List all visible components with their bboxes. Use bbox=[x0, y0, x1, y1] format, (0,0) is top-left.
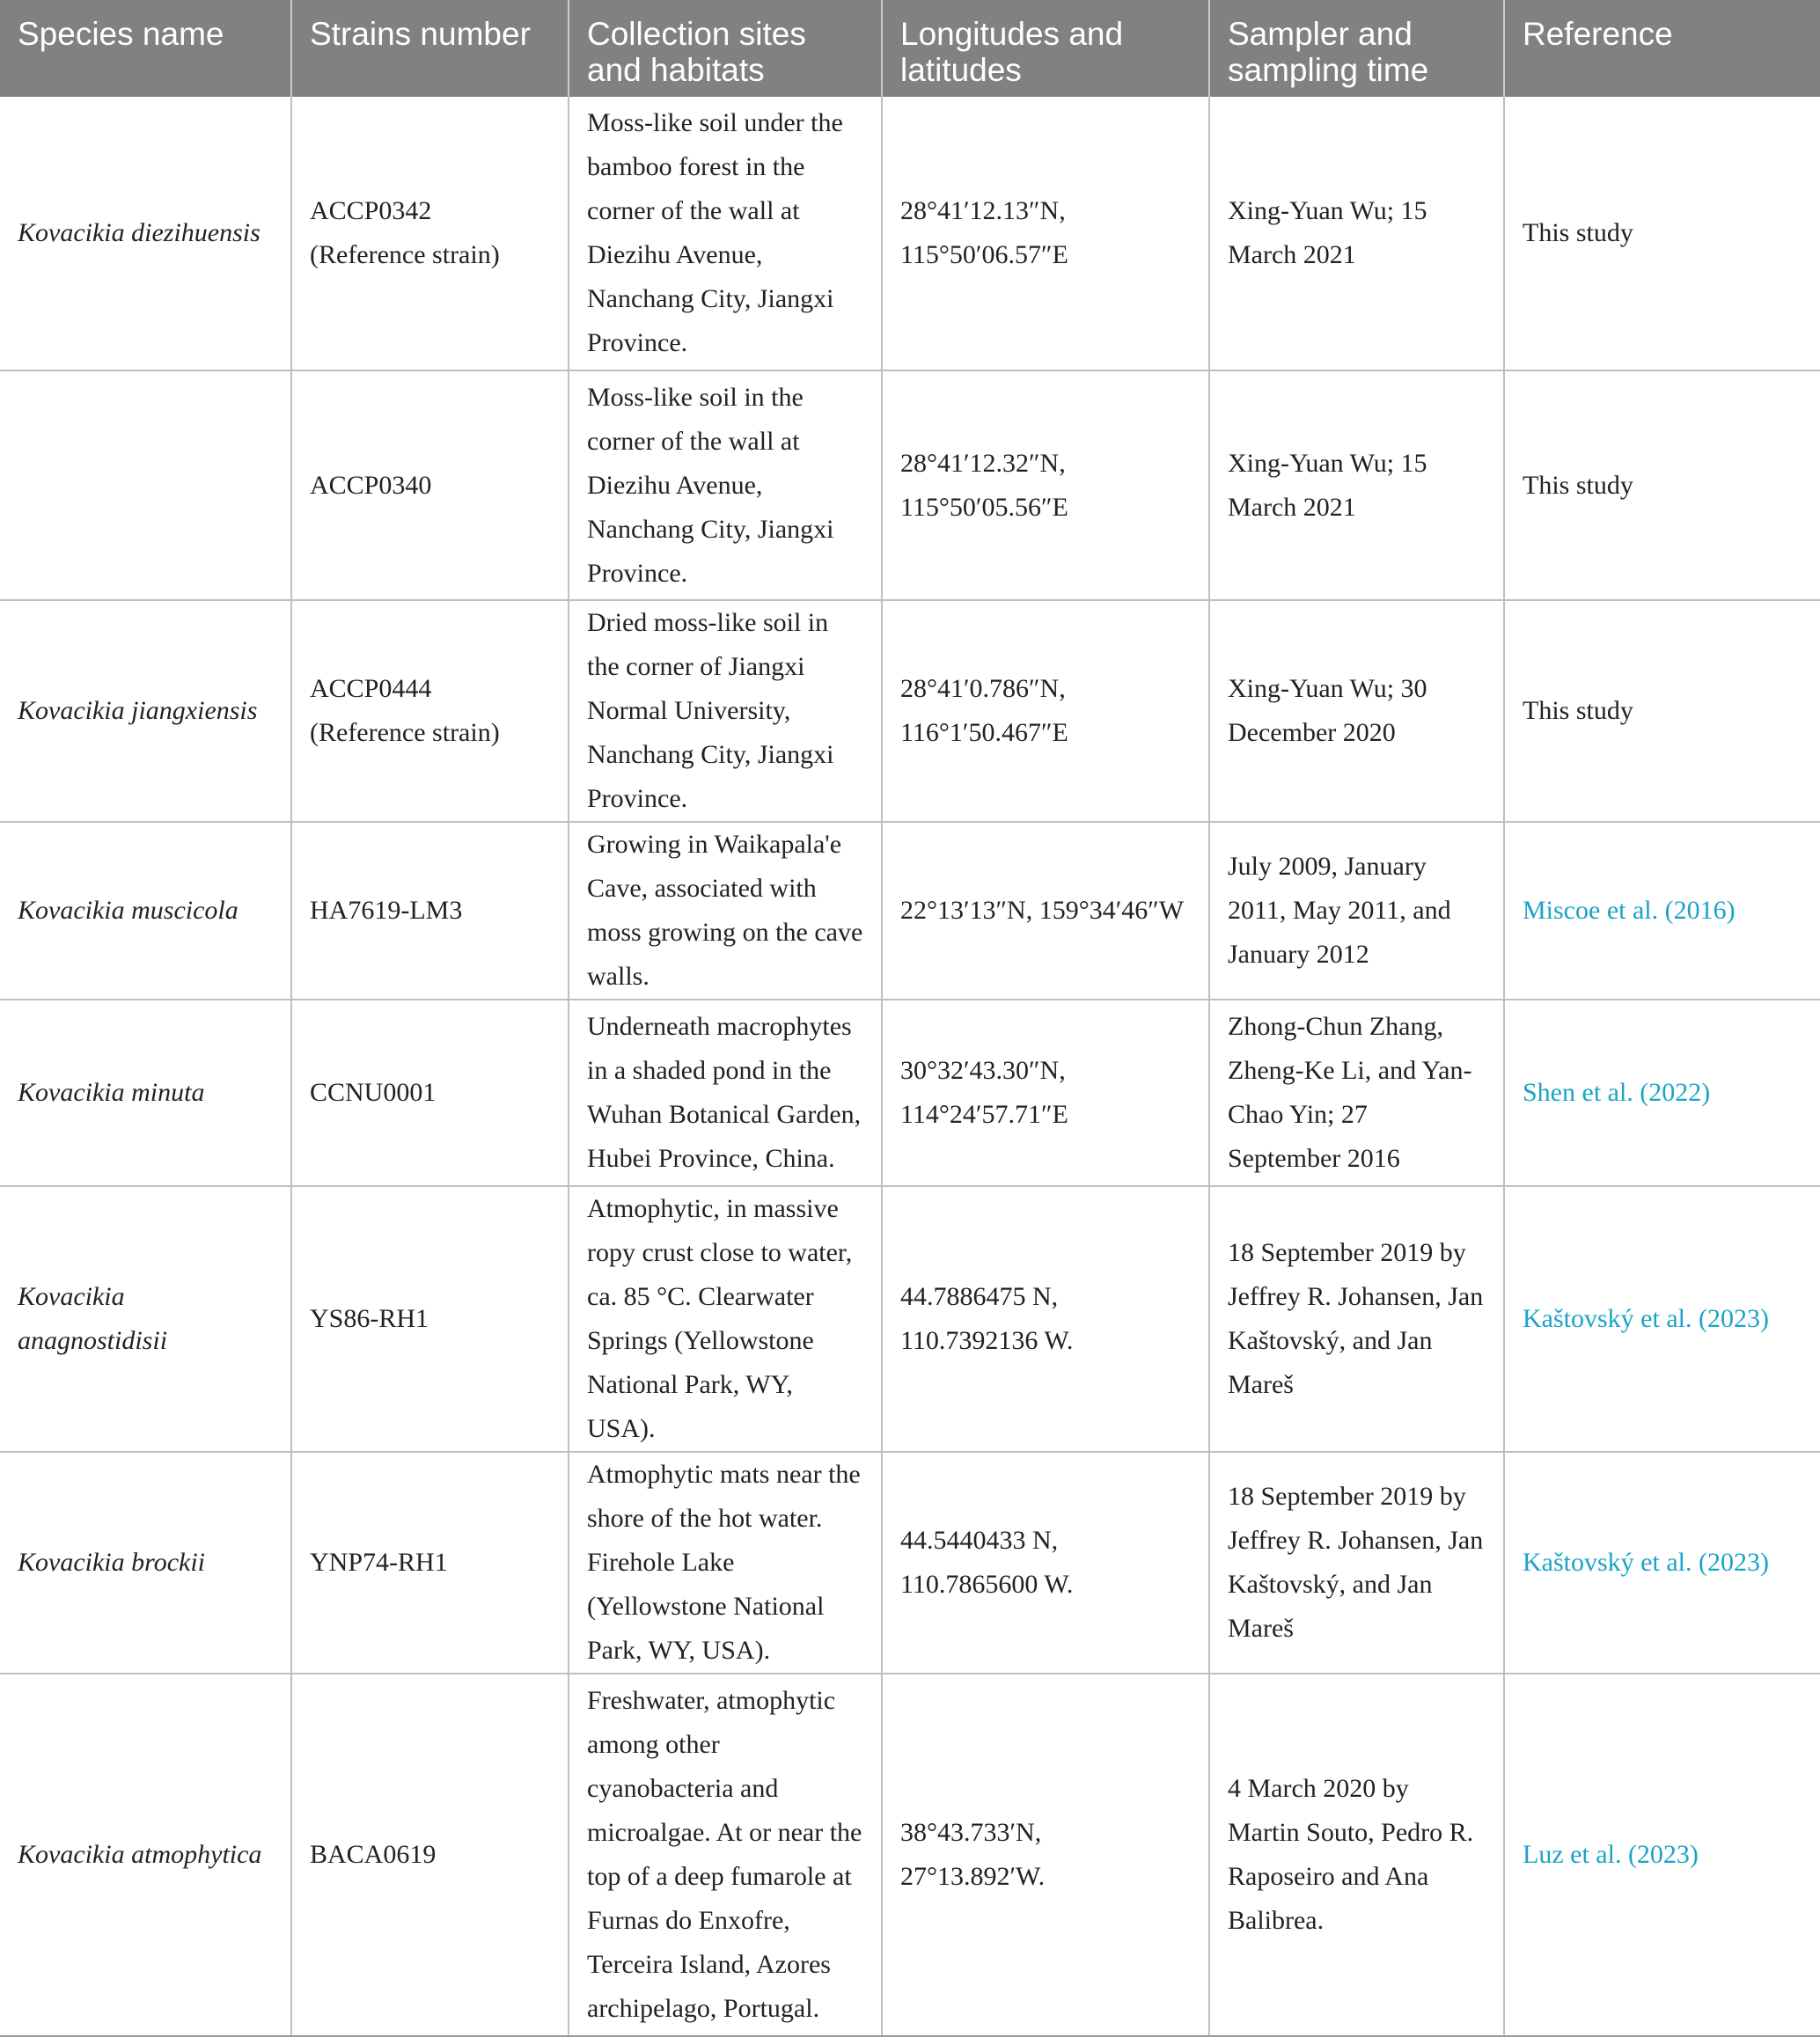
site-cell: Moss-like soil under the bamboo forest in the corner of the wall at Diezihu Avenue, Nanchang City, Jiangxi Province. bbox=[569, 97, 882, 370]
header-reference: Reference bbox=[1504, 0, 1820, 97]
reference-cell: This study bbox=[1504, 370, 1820, 600]
reference-link[interactable]: Kaštovský et al. (2023) bbox=[1504, 1452, 1820, 1674]
strain-cell: ACCP0342 (Reference strain) bbox=[291, 97, 569, 370]
table-row bbox=[0, 1452, 1820, 1674]
site-cell: Dried moss-like soil in the corner of Jiangxi Normal University, Nanchang City, Jiangxi Province. bbox=[569, 600, 882, 822]
sampler-cell: 18 September 2019 by Jeffrey R. Johansen, Jan Kaštovský, and Jan Mareš bbox=[1209, 1186, 1504, 1452]
sampler-cell: Zhong-Chun Zhang, Zheng-Ke Li, and Yan-Chao Yin; 27 September 2016 bbox=[1209, 1000, 1504, 1186]
sampler-cell: Xing-Yuan Wu; 15 March 2021 bbox=[1209, 97, 1504, 370]
header-collection-sites: Collection sites and habitats bbox=[569, 0, 882, 97]
coords-cell: 44.7886475 N, 110.7392136 W. bbox=[882, 1186, 1209, 1452]
site-cell: Freshwater, atmophytic among other cyanobacteria and microalgae. At or near the top of a deep fumarole at Furnas do Enxofre, Terceira Island, Azores archipelago, Portugal. bbox=[569, 1674, 882, 2036]
table-row bbox=[0, 822, 1820, 1000]
site-cell: Atmophytic, in massive ropy crust close to water, ca. 85 °C. Clearwater Springs (Yellowstone National Park, WY, USA). bbox=[569, 1186, 882, 1452]
site-cell: Moss-like soil in the corner of the wall at Diezihu Avenue, Nanchang City, Jiangxi Province. bbox=[569, 370, 882, 600]
reference-link[interactable]: Luz et al. (2023) bbox=[1504, 1674, 1820, 2036]
coords-cell: 28°41′12.32″N, 115°50′05.56″E bbox=[882, 370, 1209, 600]
species-cell: Kovacikia brockii bbox=[0, 1452, 291, 1674]
species-cell bbox=[0, 370, 291, 600]
table-row bbox=[0, 97, 1820, 370]
site-cell: Atmophytic mats near the shore of the hot water. Firehole Lake (Yellowstone National Park, WY, USA). bbox=[569, 1452, 882, 1674]
coords-cell: 38°43.733′N, 27°13.892′W. bbox=[882, 1674, 1209, 2036]
table-row bbox=[0, 370, 1820, 600]
strain-cell: ACCP0444 (Reference strain) bbox=[291, 600, 569, 822]
strain-cell: YS86-RH1 bbox=[291, 1186, 569, 1452]
strain-cell: YNP74-RH1 bbox=[291, 1452, 569, 1674]
reference-link[interactable]: Shen et al. (2022) bbox=[1504, 1000, 1820, 1186]
header-strains-number: Strains number bbox=[291, 0, 569, 97]
strain-cell: ACCP0340 bbox=[291, 370, 569, 600]
reference-cell: This study bbox=[1504, 600, 1820, 822]
coords-cell: 30°32′43.30″N, 114°24′57.71″E bbox=[882, 1000, 1209, 1186]
table-row bbox=[0, 1186, 1820, 1452]
sampler-cell: Xing-Yuan Wu; 15 March 2021 bbox=[1209, 370, 1504, 600]
species-cell: Kovacikia diezihuensis bbox=[0, 97, 291, 370]
sampler-cell: 4 March 2020 by Martin Souto, Pedro R. Raposeiro and Ana Balibrea. bbox=[1209, 1674, 1504, 2036]
coords-cell: 28°41′0.786″N, 116°1′50.467″E bbox=[882, 600, 1209, 822]
strain-cell: HA7619-LM3 bbox=[291, 822, 569, 1000]
sampler-cell: July 2009, January 2011, May 2011, and January 2012 bbox=[1209, 822, 1504, 1000]
coords-cell: 22°13′13″N, 159°34′46″W bbox=[882, 822, 1209, 1000]
reference-link[interactable]: Miscoe et al. (2016) bbox=[1504, 822, 1820, 1000]
sampler-cell: 18 September 2019 by Jeffrey R. Johansen, Jan Kaštovský, and Jan Mareš bbox=[1209, 1452, 1504, 1674]
species-cell: Kovacikia jiangxiensis bbox=[0, 600, 291, 822]
header-species-name: Species name bbox=[0, 0, 291, 97]
strain-cell: CCNU0001 bbox=[291, 1000, 569, 1186]
species-cell: Kovacikia muscicola bbox=[0, 822, 291, 1000]
site-cell: Growing in Waikapala'e Cave, associated with moss growing on the cave walls. bbox=[569, 822, 882, 1000]
site-cell: Underneath macrophytes in a shaded pond in the Wuhan Botanical Garden, Hubei Province, China. bbox=[569, 1000, 882, 1186]
table-row bbox=[0, 1000, 1820, 1186]
header-row bbox=[0, 0, 1820, 97]
header-coordinates: Longitudes and latitudes bbox=[882, 0, 1209, 97]
species-cell: Kovacikia minuta bbox=[0, 1000, 291, 1186]
table-row bbox=[0, 600, 1820, 822]
strain-cell: BACA0619 bbox=[291, 1674, 569, 2036]
coords-cell: 44.5440433 N, 110.7865600 W. bbox=[882, 1452, 1209, 1674]
coords-cell: 28°41′12.13″N, 115°50′06.57″E bbox=[882, 97, 1209, 370]
species-cell: Kovacikia atmophytica bbox=[0, 1674, 291, 2036]
species-cell: Kovacikia anagnostidisii bbox=[0, 1186, 291, 1452]
header-sampler: Sampler and sampling time bbox=[1209, 0, 1504, 97]
sampler-cell: Xing-Yuan Wu; 30 December 2020 bbox=[1209, 600, 1504, 822]
table-row bbox=[0, 1674, 1820, 2036]
reference-cell: This study bbox=[1504, 97, 1820, 370]
reference-link[interactable]: Kaštovský et al. (2023) bbox=[1504, 1186, 1820, 1452]
